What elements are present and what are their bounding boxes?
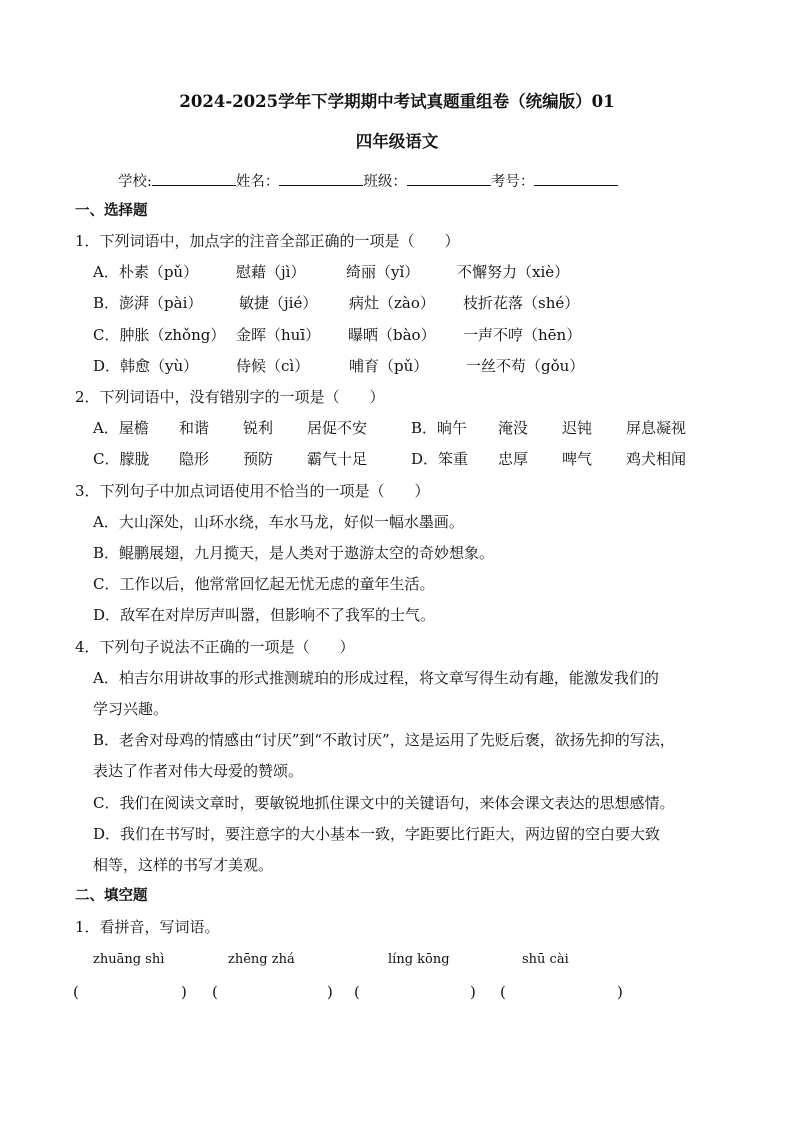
- option-item: 病灶（zào）: [349, 294, 435, 312]
- option-item: 隐形: [179, 450, 210, 468]
- option-item: A．屋檐: [93, 419, 149, 437]
- option-item: 一声不哼（hēn）: [463, 326, 582, 344]
- answer-blank-open[interactable]: (: [73, 983, 79, 1001]
- option-item: 和谐: [179, 419, 210, 437]
- option-row: [93, 356, 733, 376]
- pinyin-prompt: líng kōng: [388, 952, 450, 967]
- option-item: 敏捷（jié）: [239, 294, 318, 312]
- option-line: 学习兴趣。: [93, 700, 169, 718]
- option-item: 锐利: [243, 419, 274, 437]
- option-item: 霸气十足: [307, 450, 368, 468]
- section-heading: 二、填空题: [75, 887, 148, 904]
- answer-blank-close[interactable]: ): [327, 983, 333, 1001]
- answer-blank-close[interactable]: ): [181, 983, 187, 1001]
- option-item: 绮丽（yǐ）: [346, 263, 420, 281]
- question-stem: 2．下列词语中，没有错别字的一项是（ ）: [75, 388, 385, 406]
- option-line: D．敌军在对岸厉声叫嚣，但影响不了我军的士气。: [93, 606, 436, 624]
- option-item: C．肿胀（zhǒng）: [93, 326, 226, 344]
- question-stem: 1．下列词语中，加点字的注音全部正确的一项是（ ）: [75, 232, 460, 250]
- class-blank[interactable]: [407, 170, 491, 186]
- option-item: 枝折花落（shé）: [463, 294, 580, 312]
- option-item: 迟钝: [562, 419, 593, 437]
- option-item: B．澎湃（pài）: [93, 294, 203, 312]
- exam-no-label: 考号：: [490, 174, 535, 190]
- option-row: [93, 262, 733, 282]
- exam-no-blank[interactable]: [534, 170, 618, 186]
- pinyin-prompt: shū cài: [522, 952, 569, 967]
- option-item: 不懈努力（xiè）: [457, 263, 570, 281]
- option-item: A．朴素（pǔ）: [93, 263, 199, 281]
- option-item: D．韩愈（yù）: [93, 357, 199, 375]
- option-item: 淹没: [498, 419, 529, 437]
- option-line: C．工作以后，他常常回忆起无忧无虑的童年生活。: [93, 575, 435, 593]
- question-stem: 1．看拼音，写词语。: [75, 918, 220, 936]
- question-stem: 4．下列句子说法不正确的一项是（ ）: [75, 638, 355, 656]
- option-line: B．鲲鹏展翅，九月揽天，是人类对于遨游太空的奇妙想象。: [93, 544, 495, 562]
- name-blank[interactable]: [279, 170, 363, 186]
- option-item: 居促不安: [307, 419, 368, 437]
- option-item: 预防: [243, 450, 274, 468]
- option-row: [93, 293, 733, 313]
- option-line: D．我们在书写时，要注意字的大小基本一致，字距要比行距大，两边留的空白要大致: [93, 825, 661, 843]
- option-line: 表达了作者对伟大母爱的赞颂。: [93, 762, 304, 780]
- section-heading: 一、选择题: [75, 202, 148, 219]
- option-item: B．晌午: [411, 419, 468, 437]
- exam-subtitle: 四年级语文: [355, 132, 439, 151]
- pinyin-prompt: zhēng zhá: [228, 952, 295, 967]
- option-item: 鸡犬相闻: [626, 450, 687, 468]
- option-line: A．大山深处，山环水绕，车水马龙，好似一幅水墨画。: [93, 513, 464, 531]
- option-item: 啤气: [562, 450, 593, 468]
- option-line: 相等，这样的书写才美观。: [93, 856, 274, 874]
- option-item: C．朦胧: [93, 450, 150, 468]
- option-item: 曝晒（bào）: [348, 326, 436, 344]
- option-item: 慰藉（jì）: [236, 263, 306, 281]
- option-item: 屏息凝视: [626, 419, 687, 437]
- option-item: 哺育（pǔ）: [349, 357, 429, 375]
- school-label: 学校:: [118, 174, 152, 190]
- exam-title: 2024-2025学年下学期期中考试真题重组卷（统编版）01: [179, 92, 615, 111]
- option-row: [93, 418, 733, 438]
- answer-blank-open[interactable]: (: [500, 983, 506, 1001]
- pinyin-prompt: zhuāng shì: [93, 952, 165, 967]
- answer-blank-close[interactable]: ): [470, 983, 476, 1001]
- student-info-row: [118, 170, 618, 192]
- class-label: 班级：: [363, 174, 407, 190]
- option-item: 侍候（cì）: [236, 357, 310, 375]
- option-item: 金晖（huī）: [236, 326, 321, 344]
- option-line: C．我们在阅读文章时，要敏锐地抓住课文中的关键语句，来体会课文表达的思想感情。: [93, 794, 675, 812]
- option-item: D．笨重: [411, 450, 469, 468]
- option-line: A．柏吉尔用讲故事的形式推测琥珀的形成过程，将文章写得生动有趣，能激发我们的: [93, 669, 659, 687]
- option-row: [93, 449, 733, 469]
- option-item: 忠厚: [498, 450, 529, 468]
- school-blank[interactable]: [152, 170, 236, 186]
- answer-blank-open[interactable]: (: [354, 983, 360, 1001]
- answer-blank-close[interactable]: ): [617, 983, 623, 1001]
- option-item: 一丝不苟（gǒu）: [466, 357, 585, 375]
- answer-blank-open[interactable]: (: [212, 983, 218, 1001]
- question-stem: 3．下列句子中加点词语使用不恰当的一项是（ ）: [75, 482, 430, 500]
- option-row: [93, 325, 733, 345]
- name-label: 姓名：: [235, 174, 280, 190]
- option-line: B．老舍对母鸡的情感由“讨厌”到“不敢讨厌”，这是运用了先贬后褒，欲扬先抑的写法，: [93, 731, 675, 749]
